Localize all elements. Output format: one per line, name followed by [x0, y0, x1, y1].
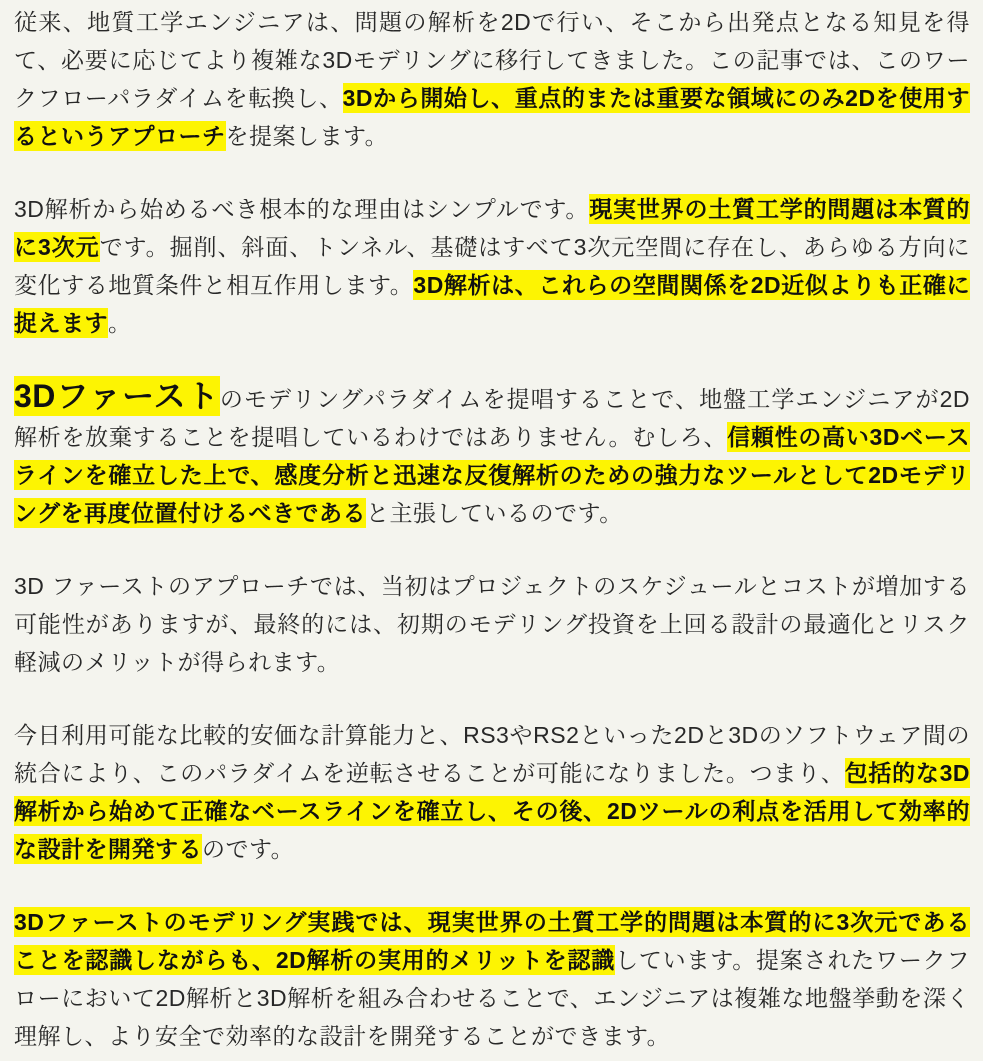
text-run: 今日利用可能な比較的安価な計算能力と、RS3やRS2といった2Dと3Dのソフトウェア間の統合により、このパラダイムを逆転させることが可能になりました。つまり、 — [14, 722, 970, 786]
highlighted-text: 3Dファースト — [14, 378, 220, 414]
paragraph — [14, 190, 970, 342]
paragraph — [14, 3, 970, 155]
text-run: しています。提案されたワークフローにおいて2D解析と3D解析を組み合わせることで、エンジニアは複雑な地盤挙動を深く理解し、より安全で効率的な設計を開発することができます。 — [14, 947, 970, 1049]
text-run: のです。 — [202, 836, 295, 862]
text-run: です。掘削、斜面、トンネル、基礎はすべて3次元空間に存在し、あらゆる方向に変化する地質条件と相互作用します。 — [14, 234, 971, 298]
paragraph — [14, 716, 970, 868]
paragraph — [14, 567, 970, 681]
text-run: と主張しているのです。 — [366, 500, 623, 526]
highlighted-text: 包括的な3D解析から始めて正確なベースラインを確立し、その後、2Dツールの利点を活用して効率的な設計を開発する — [14, 760, 970, 862]
text-run: 3D ファーストのアプローチでは、当初はプロジェクトのスケジュールとコストが増加する可能性がありますが、最終的には、初期のモデリング投資を上回る設計の最適化とリスク軽減のメリットが得られます。 — [14, 573, 970, 675]
highlighted-text: 3Dから開始し、重点的または重要な領域にのみ2Dを使用するというアプローチ — [14, 85, 970, 149]
highlighted-text: 現実世界の土質工学的問題は本質的に3次元 — [14, 196, 970, 260]
text-run: を提案します。 — [225, 123, 389, 149]
highlighted-text: 3D解析は、これらの空間関係を2D近似よりも正確に捉えます — [14, 272, 970, 336]
highlighted-text: 信頼性の高い3Dベースラインを確立した上で、感度分析と迅速な反復解析のための強力なツールとして2Dモデリングを再度位置付けるべきである — [14, 424, 970, 526]
highlighted-text: 3Dファーストのモデリング実践では、現実世界の土質工学的問題は本質的に3次元であることを認識しながらも、2D解析の実用的メリットを認識 — [14, 909, 970, 973]
text-run: のモデリングパラダイムを提唱することで、地盤工学エンジニアが2D解析を放棄することを提唱しているわけではありません。むしろ、 — [14, 386, 971, 450]
text-run: 3D解析から始めるべき根本的な理由はシンプルです。 — [14, 196, 590, 222]
text-run: 従来、地質工学エンジニアは、問題の解析を2Dで行い、そこから出発点となる知見を得て、必要に応じてより複雑な3Dモデリングに移行してきました。この記事では、このワークフローパラダイムを転換し、 — [14, 9, 970, 111]
paragraph — [14, 377, 970, 532]
paragraph — [14, 903, 970, 1055]
text-run: 。 — [108, 310, 132, 336]
